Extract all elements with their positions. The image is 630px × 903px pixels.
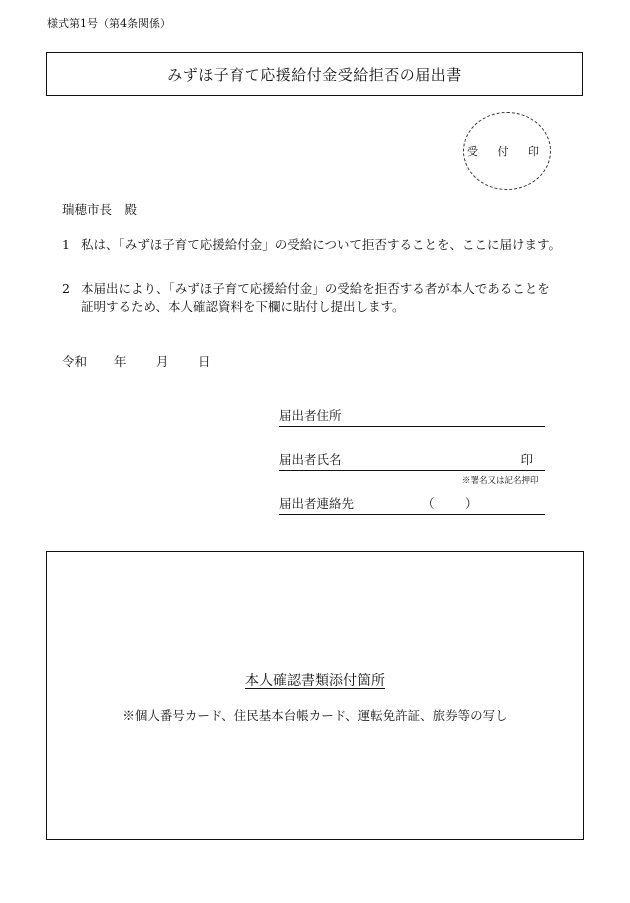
- statement-text: 本届出により、「みずほ子育て応援給付金」の受給を拒否する者が本人であることを証明するため、本人確認資料を下欄に貼付し提出します。: [81, 281, 550, 314]
- name-label: 届出者氏名: [279, 452, 342, 467]
- document-title: みずほ子育て応援給付金受給拒否の届出書: [167, 65, 462, 84]
- date-era: 令和: [62, 354, 88, 369]
- attachment-note: ※個人番号カード、住民基本台帳カード、運転免許証、旅券等の写し: [122, 708, 508, 723]
- contact-label: 届出者連絡先: [279, 496, 355, 511]
- addressee: 瑞穂市長 殿: [62, 202, 138, 217]
- address-field[interactable]: [279, 408, 545, 427]
- reception-stamp-label: 受 付 印: [467, 145, 547, 158]
- date-day-label: 日: [198, 354, 211, 369]
- attachment-title: [46, 670, 584, 690]
- date-month-label: 月: [156, 354, 169, 369]
- document-title-box: [46, 52, 583, 96]
- statement-text: 私は、「みずほ子育て応援給付金」の受給について拒否することを、ここに届けます。: [81, 237, 562, 252]
- statement-item: [62, 236, 562, 254]
- reception-stamp-area: [463, 112, 551, 190]
- contact-paren-open: （: [422, 496, 435, 511]
- statement-number: 2: [62, 281, 70, 296]
- contact-paren-close: ）: [465, 496, 478, 511]
- date-line: [62, 352, 211, 370]
- statement-number: 1: [62, 237, 70, 252]
- contact-field[interactable]: [279, 496, 545, 515]
- seal-mark: 印: [520, 452, 533, 467]
- signature-note: ※署名又は記名押印: [462, 476, 539, 486]
- id-document-attachment-area: [46, 551, 584, 840]
- statement-item: [62, 280, 562, 316]
- form-number: 様式第1号（第4条関係）: [47, 17, 171, 30]
- address-label: 届出者住所: [279, 408, 342, 423]
- attachment-title-text: 本人確認書類添付箇所: [245, 673, 385, 689]
- name-field[interactable]: [279, 452, 545, 471]
- date-year-label: 年: [114, 354, 127, 369]
